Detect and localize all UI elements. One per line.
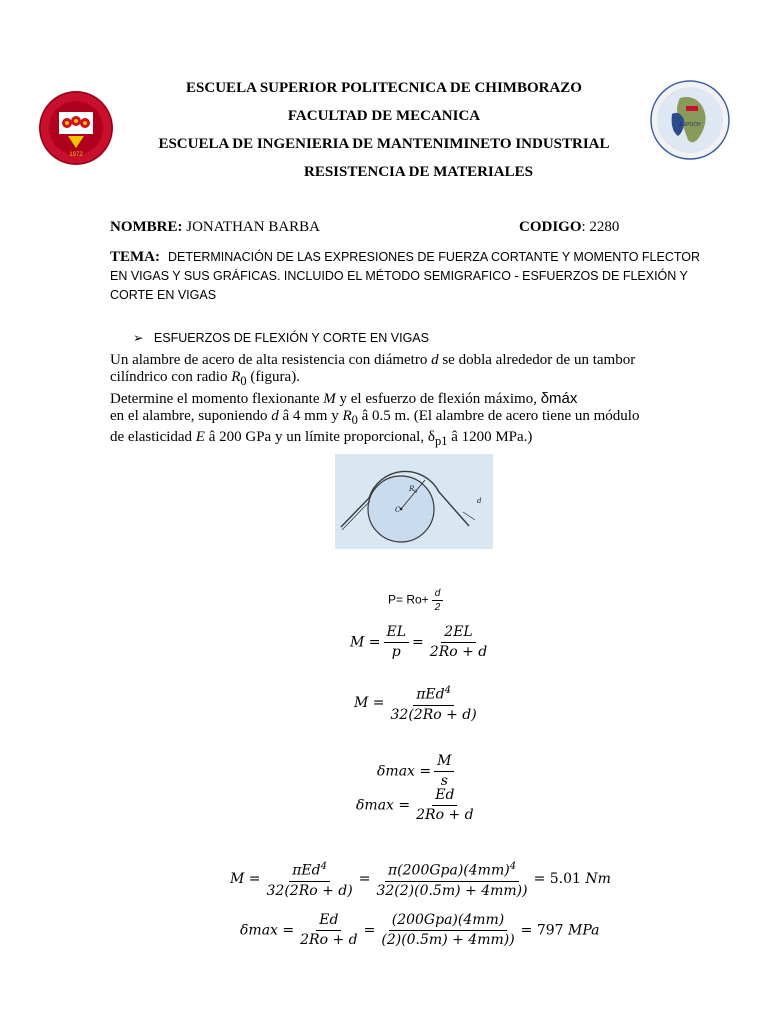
name-label: NOMBRE: xyxy=(110,219,183,235)
center-label: C xyxy=(395,506,401,514)
problem-line-2: cilíndrico con radio $R_0$ (figura). xyxy=(110,369,300,388)
section-heading xyxy=(133,330,429,345)
student-code-line xyxy=(519,219,619,236)
student-name-line xyxy=(110,219,320,236)
school-title: ESCUELA DE INGENIERIA DE MANTENIMINETO INDUSTRIAL xyxy=(158,136,610,152)
equation-stress-1: δmax = $\frac{M}{s}$ xyxy=(377,753,457,790)
topic-line-3: CORTE EN VIGAS xyxy=(110,288,217,302)
problem-line-1: Un alambre de acero de alta resistencia con diámetro d se dobla alrededor de un tambor xyxy=(110,352,636,368)
espoch-mechanics-logo xyxy=(38,90,114,166)
equation-moment-2: M = $\frac{\pi Ed^4}{32(2Ro + d)}$ xyxy=(354,682,483,724)
faculty-title: FACULTAD DE MECANICA xyxy=(287,108,481,124)
name-value: JONATHAN BARBA xyxy=(186,219,321,235)
topic-block xyxy=(110,247,730,305)
topic-line-2: EN VIGAS Y SUS GRÁFICAS. INCLUIDO EL MÉTODO SEMIGRAFICO - ESFUERZOS DE FLEXIÓN Y xyxy=(110,269,688,283)
svg-text:1972: 1972 xyxy=(69,152,83,158)
equation-moment-result: M = $\frac{\pi Ed^4}{32(2Ro + d)}$ = $\frac{\pi(200Gpa)(4mm)^4}{32(2)(0.5m) + 4mm))}$ = 5.01 Nm xyxy=(230,858,611,900)
problem-line-4: en el alambre, suponiendo d â 4 mm y $R_0$ â 0.5 m. (El alambre de acero tiene un módulo xyxy=(110,408,640,427)
equation-stress-2: δmax = $\frac{Ed}{2Ro + d}$ xyxy=(356,787,474,823)
svg-text:0: 0 xyxy=(414,489,418,495)
arrow-bullet-icon: ➢ xyxy=(133,331,144,345)
topic-label: TEMA: xyxy=(110,249,160,265)
equation-moment-1: M = $\frac{EL}{p}$ = $\frac{2EL}{2Ro + d}$ xyxy=(350,624,488,660)
problem-statement xyxy=(110,352,720,450)
code-value: : 2280 xyxy=(581,219,620,235)
svg-text:ESPOCH: ESPOCH xyxy=(679,122,701,128)
drum-wire-figure xyxy=(335,454,493,549)
code-label: CODIGO xyxy=(519,219,582,235)
section-title: ESFUERZOS DE FLEXIÓN Y CORTE EN VIGAS xyxy=(153,331,429,345)
topic-line-1: DETERMINACIÓN DE LAS EXPRESIONES DE FUERZA CORTANTE Y MOMENTO FLECTOR xyxy=(168,250,701,264)
equation-radius: P= Ro+ $\frac{d}{2}$ xyxy=(388,588,446,613)
diameter-label: d xyxy=(477,497,482,505)
r0-label: R xyxy=(409,485,415,493)
institution-title: ESCUELA SUPERIOR POLITECNICA DE CHIMBORAZO xyxy=(186,80,582,96)
problem-line-3: Determine el momento flexionante M y el esfuerzo de flexión máximo, δmáx xyxy=(110,390,578,407)
course-title: RESISTENCIA DE MATERIALES xyxy=(304,164,533,180)
problem-line-5: de elasticidad E â 200 GPa y un límite proporcional, $\delta_{p1}$ â 1200 MPa.) xyxy=(110,429,533,448)
equation-stress-result: δmax = $\frac{Ed}{2Ro + d}$ = $\frac{\text{(200Gpa)(4mm)}}{(2)(0.5m) + 4mm))}$ = 797 MPa xyxy=(240,912,600,948)
